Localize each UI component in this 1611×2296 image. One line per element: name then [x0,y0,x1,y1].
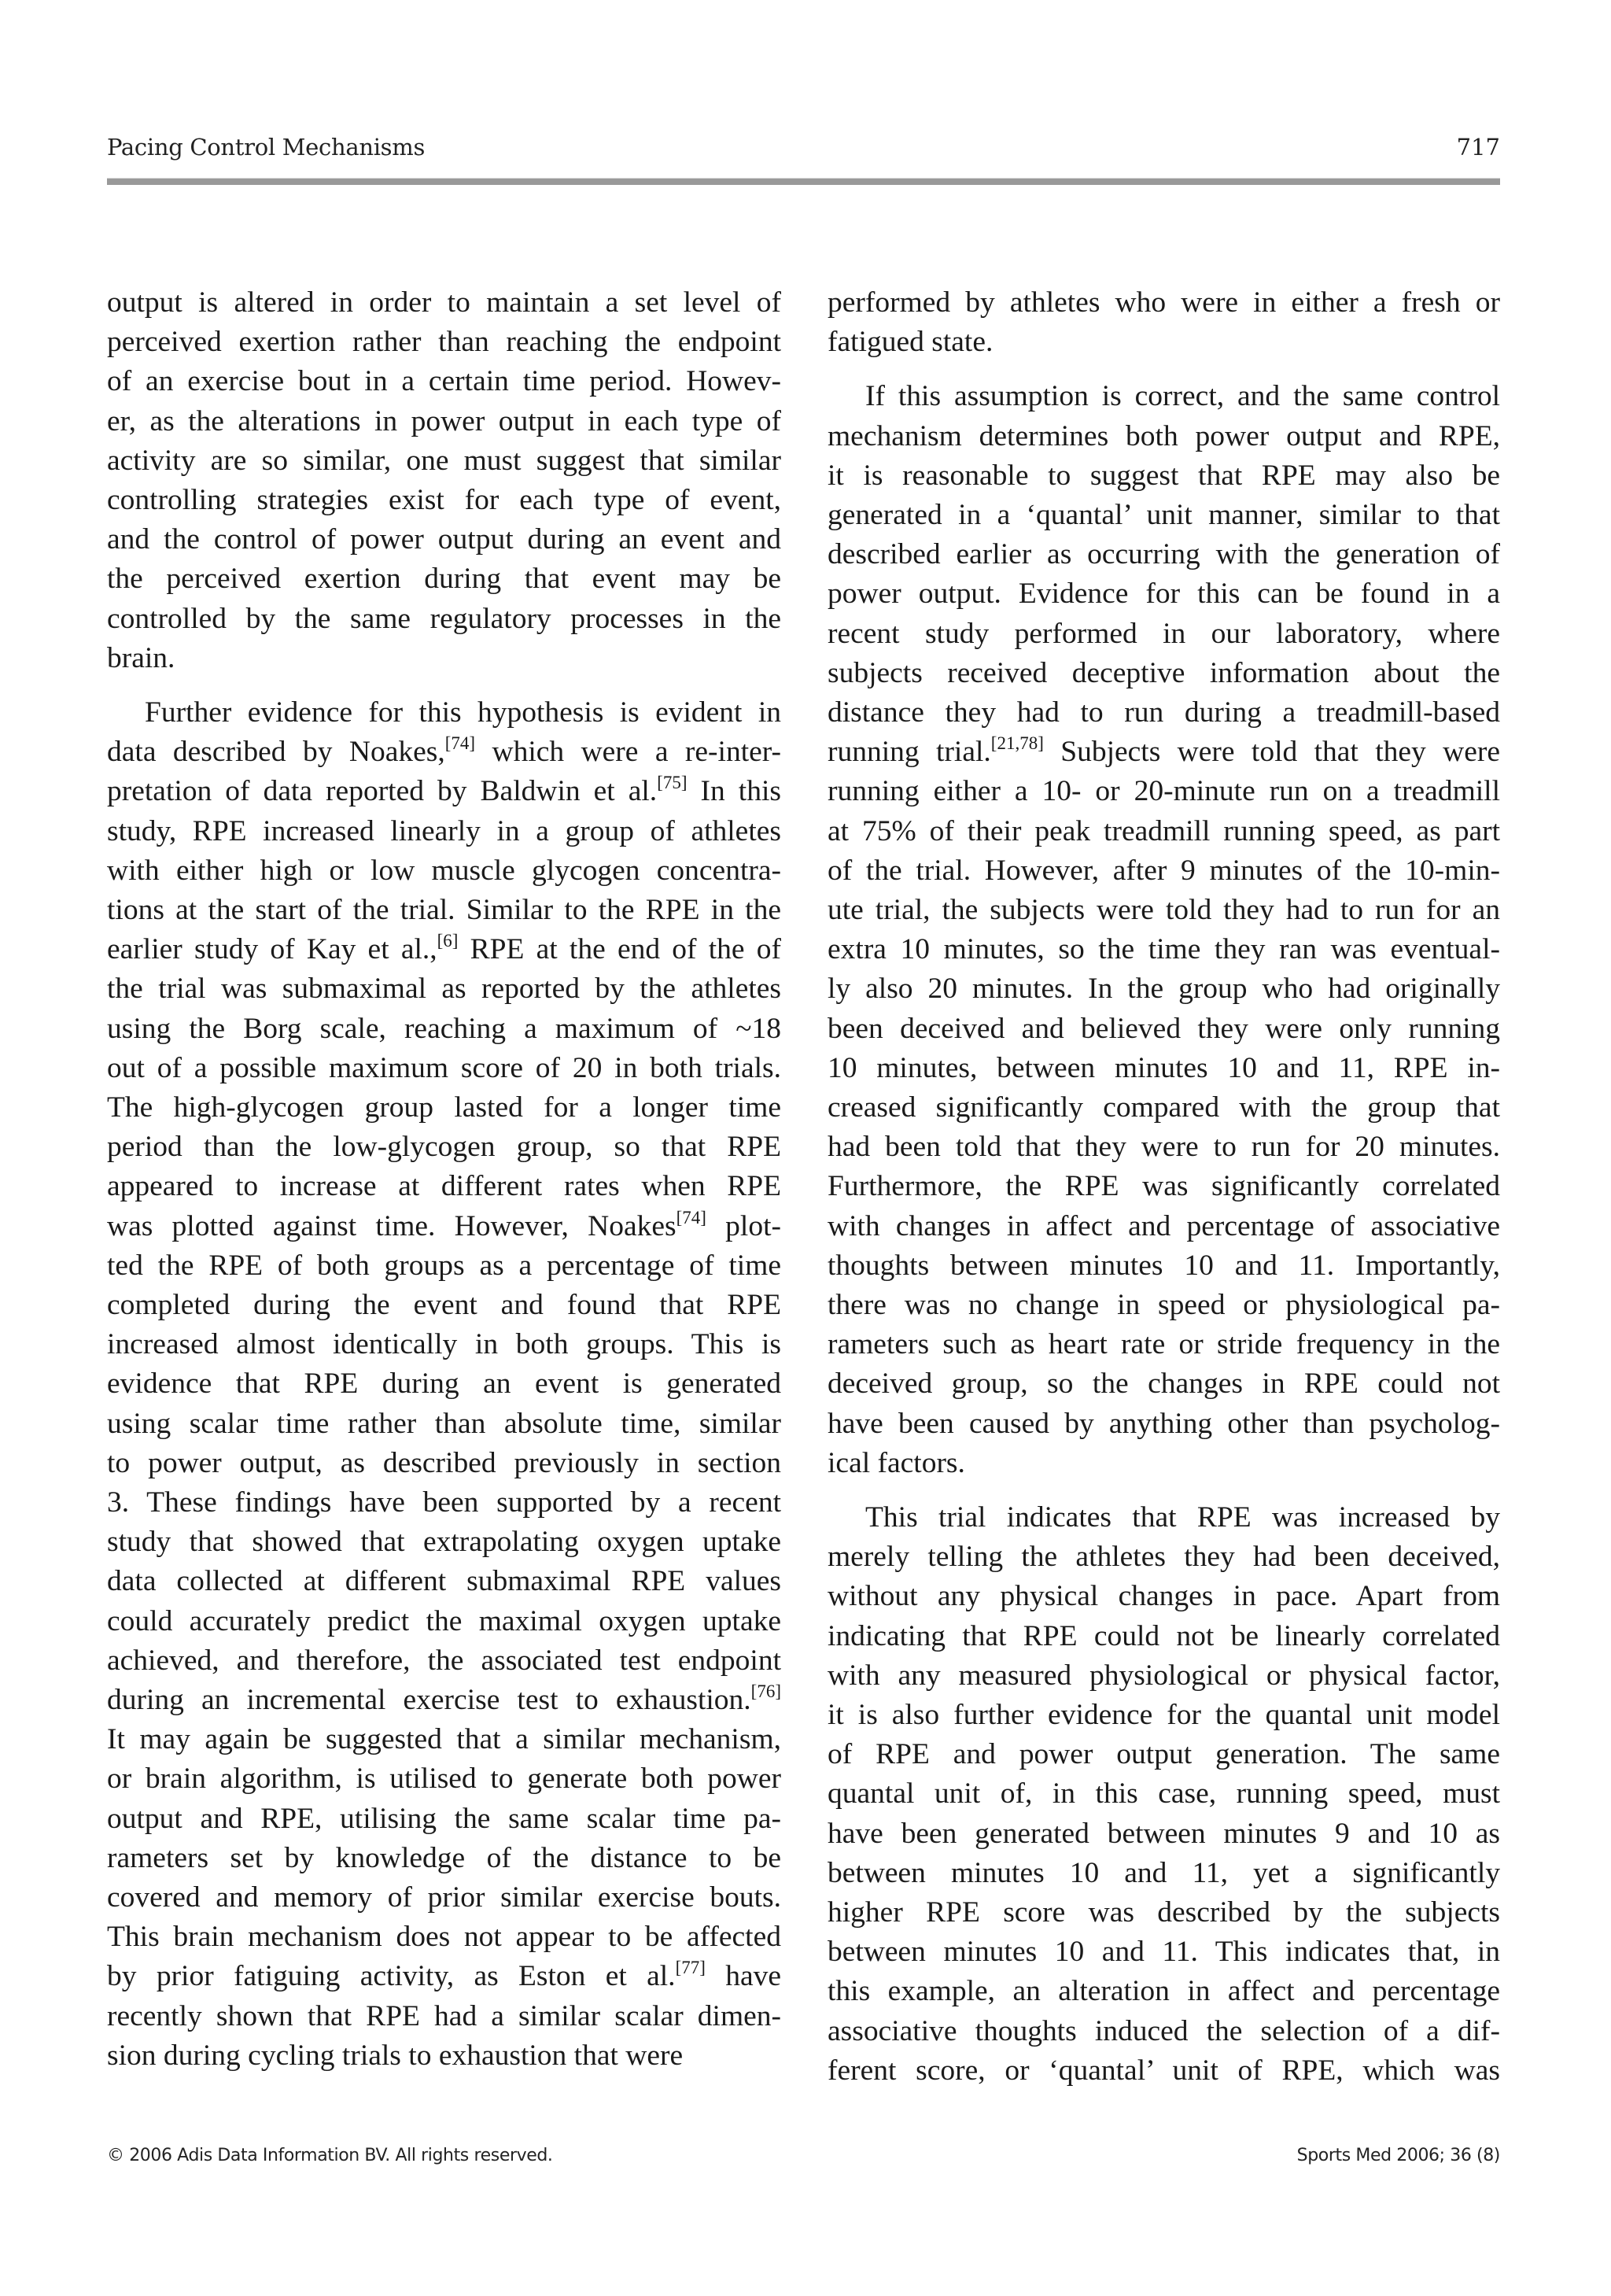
text-line: ute trial, the subjects were told they had to run for an [828,894,1500,926]
text-line: data described by Noakes,[74] which were a re-inter- [107,733,781,769]
text-line: could accurately predict the maximal oxygen uptake [107,1604,781,1637]
text-line: without any physical changes in pace. Apart from [828,1580,1500,1613]
citation-reference: [6] [437,931,459,951]
text-line: tions at the start of the trial. Similar to the RPE in the [107,894,781,926]
text-line: using the Borg scale, reaching a maximum of ~18 [107,1012,781,1045]
header-rule [107,178,1500,185]
text-line: performed by athletes who were in either a fresh or [828,286,1500,319]
text-line: If this assumption is correct, and the same control [865,380,1500,413]
text-line: deceived group, so the changes in RPE could not [828,1368,1500,1401]
text-line: ferent score, or ‘quantal’ unit of RPE, which was [828,2054,1500,2087]
text-line: increased almost identically in both groups. This is [107,1328,781,1361]
citation-reference: [77] [675,1958,706,1978]
text-line: controlled by the same regulatory processes in the [107,602,781,635]
text-line: ly also 20 minutes. In the group who had originally [828,973,1500,1006]
text-line: out of a possible maximum score of 20 in both trials. [107,1051,781,1084]
text-line: between minutes 10 and 11, yet a significantly [828,1856,1500,1889]
text-line: power output. Evidence for this can be found in a [828,578,1500,611]
text-line: have been caused by anything other than psycholog- [828,1407,1500,1440]
citation-reference: [74] [444,733,476,754]
text-line: the trial was submaximal as reported by the athletes [107,973,781,1006]
text-line: rameters such as heart rate or stride frequency in the [828,1328,1500,1361]
text-line: The high-glycogen group lasted for a longer time [107,1091,781,1124]
text-line: running trial.[21,78] Subjects were told that they were [828,733,1500,769]
text-line: study, RPE increased linearly in a group of athletes [107,814,781,847]
copyright-notice: © 2006 Adis Data Information BV. All rights reserved. [107,2146,553,2165]
text-line: activity are so similar, one must suggest that similar [107,444,781,477]
running-title: Pacing Control Mechanisms [107,134,426,161]
text-line: fatigued state. [828,326,994,359]
text-line: described earlier as occurring with the generation of [828,538,1500,571]
text-line: this example, an alteration in affect and percentage [828,1975,1500,2008]
page-number: 717 [1456,134,1500,161]
text-line: completed during the event and found that RPE [107,1289,781,1321]
text-line: of RPE and power output generation. The same [828,1738,1500,1771]
citation-reference: [75] [657,773,688,793]
text-line: Furthermore, the RPE was significantly correlated [828,1170,1500,1203]
citation-reference: [76] [750,1681,781,1701]
text-line: er, as the alterations in power output in each type of [107,404,781,437]
text-line: of the trial. However, after 9 minutes of the 10-min- [828,854,1500,887]
text-line: achieved, and therefore, the associated test endpoint [107,1644,781,1677]
text-line: ical factors. [828,1446,965,1479]
text-line: at 75% of their peak treadmill running speed, as part [828,814,1500,847]
text-line: running either a 10- or 20-minute run on a treadmill [828,775,1500,808]
text-line: with changes in affect and percentage of associative [828,1209,1500,1242]
text-line: during an incremental exercise test to exhaustion.[76] [107,1681,781,1716]
text-line: covered and memory of prior similar exercise bouts. [107,1881,781,1914]
text-line: between minutes 10 and 11. This indicates that, in [828,1936,1500,1969]
text-line: period than the low-glycogen group, so that RPE [107,1131,781,1164]
text-line: Further evidence for this hypothesis is evident in [145,696,781,729]
citation-reference: [21,78] [990,733,1044,754]
journal-citation: Sports Med 2006; 36 (8) [1296,2146,1500,2165]
text-line: thoughts between minutes 10 and 11. Importantly, [828,1249,1500,1282]
text-line: output and RPE, utilising the same scalar time pa- [107,1802,781,1835]
text-line: with either high or low muscle glycogen concentra- [107,854,781,887]
text-line: brain. [107,641,175,674]
text-line: earlier study of Kay et al.,[6] RPE at the end of the of [107,931,781,966]
text-line: rameters set by knowledge of the distance to be [107,1841,781,1874]
text-line: extra 10 minutes, so the time they ran was eventual- [828,933,1500,966]
text-line: controlling strategies exist for each type of event, [107,484,781,516]
text-line: generated in a ‘quantal’ unit manner, similar to that [828,499,1500,531]
text-line: there was no change in speed or physiological pa- [828,1289,1500,1321]
text-line: This trial indicates that RPE was increased by [865,1501,1500,1534]
text-line: study that showed that extrapolating oxygen uptake [107,1526,781,1559]
text-line: 10 minutes, between minutes 10 and 11, RPE in- [828,1051,1500,1084]
text-line: it is also further evidence for the quantal unit model [828,1699,1500,1731]
text-line: pretation of data reported by Baldwin et al.[75] In this [107,773,781,808]
text-line: of an exercise bout in a certain time period. Howev- [107,365,781,398]
running-header [107,134,1500,168]
text-line: and the control of power output during an event and [107,523,781,556]
page-footer [107,2146,1500,2169]
text-line: to power output, as described previously in section [107,1446,781,1479]
text-line: appeared to increase at different rates when RPE [107,1170,781,1203]
text-line: the perceived exertion during that event may be [107,563,781,596]
text-line: higher RPE score was described by the subjects [828,1896,1500,1929]
text-line: It may again be suggested that a similar mechanism, [107,1723,781,1756]
text-line: mechanism determines both power output and RPE, [828,419,1500,452]
text-line: recent study performed in our laboratory, where [828,617,1500,650]
text-line: indicating that RPE could not be linearly correlated [828,1619,1500,1652]
text-line: associative thoughts induced the selection of a dif- [828,2014,1500,2047]
text-line: it is reasonable to suggest that RPE may also be [828,459,1500,492]
text-line: have been generated between minutes 9 and 10 as [828,1817,1500,1850]
text-line: merely telling the athletes they had been deceived, [828,1541,1500,1574]
text-line: 3. These findings have been supported by a recent [107,1486,781,1519]
text-line: was plotted against time. However, Noakes[74] plot- [107,1207,782,1242]
text-line: subjects received deceptive information about the [828,656,1500,689]
text-line: been deceived and believed they were only running [828,1012,1500,1045]
text-line: by prior fatiguing activity, as Eston et al.[77] have [107,1958,781,1993]
text-line: ted the RPE of both groups as a percentage of time [107,1249,781,1282]
text-line: recently shown that RPE had a similar scalar dimen- [107,1999,781,2032]
text-line: evidence that RPE during an event is generated [107,1368,781,1401]
text-line: or brain algorithm, is utilised to generate both power [107,1763,781,1796]
text-line: creased significantly compared with the group that [828,1091,1500,1124]
citation-reference: [74] [676,1207,706,1227]
text-line: quantal unit of, in this case, running speed, must [828,1777,1500,1811]
text-line: had been told that they were to run for 20 minutes. [828,1131,1500,1164]
text-line: output is altered in order to maintain a set level of [107,286,781,319]
text-line: perceived exertion rather than reaching the endpoint [107,326,781,359]
text-line: using scalar time rather than absolute time, similar [107,1407,781,1440]
text-line: sion during cycling trials to exhaustion that were [107,2039,684,2072]
text-line: This brain mechanism does not appear to be affected [107,1921,781,1954]
text-line: with any measured physiological or physical factor, [828,1659,1500,1692]
text-line: data collected at different submaximal RPE values [107,1565,781,1598]
text-line: distance they had to run during a treadmill-based [828,696,1500,729]
